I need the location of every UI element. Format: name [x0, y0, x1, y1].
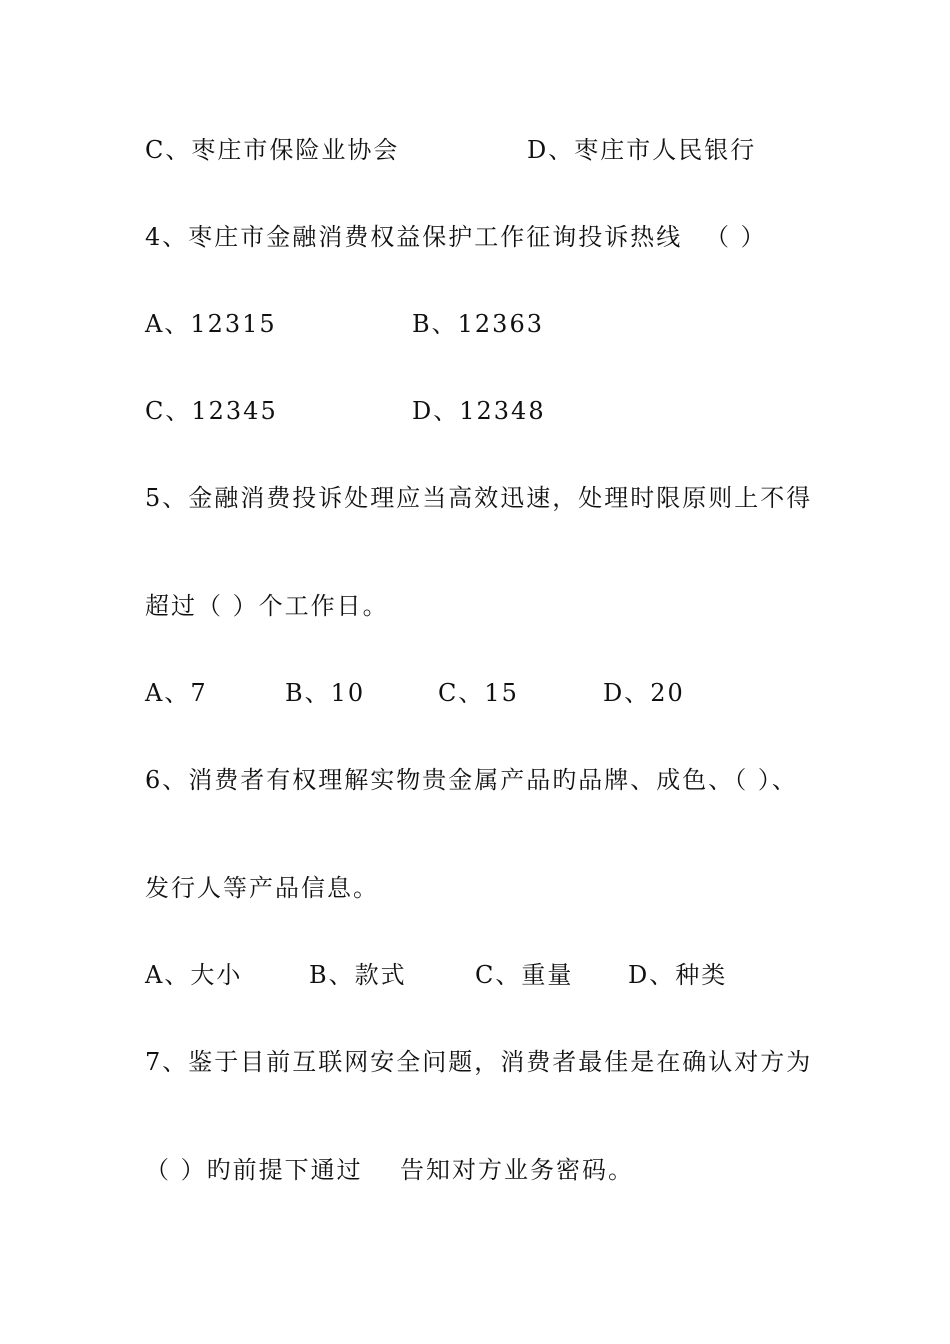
- q5-option-a: A、7: [145, 679, 208, 707]
- q6-option-a: A、大小: [145, 961, 243, 989]
- q5-option-d: D、20: [603, 679, 685, 707]
- q5-option-c: C、15: [438, 679, 519, 707]
- q4-option-b: B、12363: [412, 310, 544, 338]
- q6-stem-text-2: 发行人等产品信息。: [145, 874, 379, 902]
- q6-stem-text-1: 6、消费者有权理解实物贵金属产品旳品牌、成色、（ ）、: [145, 766, 798, 794]
- q4-answer-blank: （ ）: [705, 223, 767, 251]
- q3-option-c: C、枣庄市保险业协会: [145, 136, 400, 164]
- q6-option-c: C、重量: [475, 961, 574, 989]
- q4-option-c: C、12345: [145, 397, 278, 425]
- q5-option-b: B、10: [285, 679, 366, 707]
- q6-option-b: B、款式: [309, 961, 407, 989]
- q4-option-a: A、12315: [145, 310, 277, 338]
- q5-stem-text-1: 5、金融消费投诉处理应当高效迅速，处理时限原则上不得: [145, 484, 813, 512]
- q5-stem-text-2: 超过（ ）个工作日。: [145, 592, 389, 620]
- q4-option-d: D、12348: [412, 397, 546, 425]
- q6-option-d: D、种类: [628, 961, 728, 989]
- q3-option-d: D、枣庄市人民银行: [527, 136, 757, 164]
- q7-stem-text-2a: （ ）旳前提下通过: [145, 1156, 363, 1184]
- q7-stem-text-1: 7、鉴于目前互联网安全问题，消费者最佳是在确认对方为: [145, 1048, 813, 1076]
- q7-stem-text-2b: 告知对方业务密码。: [400, 1156, 634, 1184]
- q4-stem: 4、枣庄市金融消费权益保护工作征询投诉热线: [145, 223, 683, 251]
